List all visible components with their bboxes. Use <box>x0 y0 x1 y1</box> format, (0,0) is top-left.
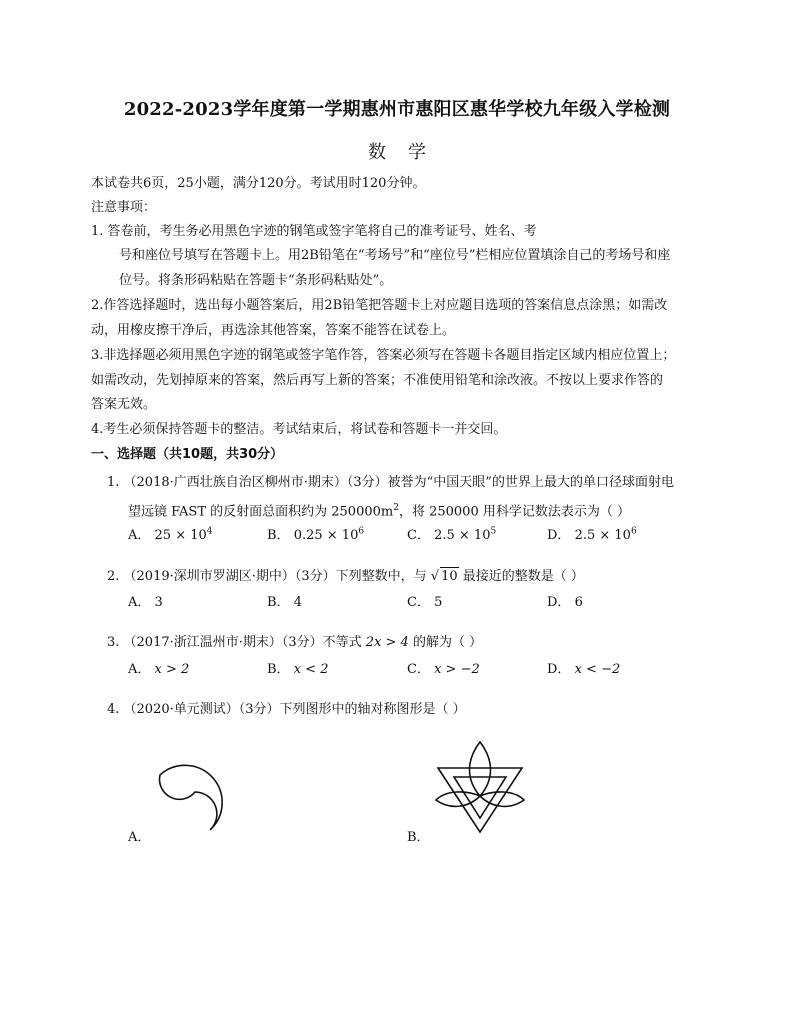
question-2-text-a: 2. （2019·深圳市罗湖区·期中）（3分）下列整数中，与 <box>107 569 427 584</box>
question-2-option-b[interactable] <box>267 591 302 610</box>
question-4-line: 4. （2020·单元测试）（3分）下列图形中的轴对称图形是（ ） <box>107 702 466 717</box>
note-1-line-3: 位号。将条形码粘贴在答题卡“条形码粘贴处”。 <box>119 273 393 288</box>
subject-title: 数学 <box>368 142 448 163</box>
section-1-heading: 一、选择题（共10题，共30分） <box>91 447 284 462</box>
question-2-line <box>107 567 584 586</box>
option-value: 2.5 × 10 <box>434 528 491 543</box>
question-2-option-a[interactable] <box>128 591 163 610</box>
option-label: C． <box>407 662 430 677</box>
comma-outline <box>160 765 223 830</box>
option-label: C． <box>407 595 430 610</box>
note-1-line-2: 号和座位号填写在答题卡上。用2B铅笔在“考场号”和“座位号”栏相应位置填涂自己的考场号和座 <box>119 248 671 263</box>
option-value: x < −2 <box>574 662 621 677</box>
question-1-option-a[interactable] <box>128 524 213 543</box>
option-exponent: 6 <box>358 526 365 537</box>
note-3-line-1: 3.非选择题必须用黑色字迹的钢笔或签字笔作答，答案必须写在答题卡各题目指定区域内相应位置上； <box>91 348 676 363</box>
option-value: 0.25 × 10 <box>293 528 359 543</box>
question-3-option-b[interactable] <box>267 658 328 677</box>
question-2-option-c[interactable] <box>407 591 442 610</box>
option-label: B． <box>267 662 290 677</box>
option-label: A． <box>128 528 151 543</box>
option-label: D． <box>547 528 571 543</box>
option-value: x > −2 <box>434 662 480 677</box>
option-label: B． <box>267 595 290 610</box>
sqrt-expression: √ 10 <box>430 569 458 584</box>
question-3-text-b: 的解为（ ） <box>412 635 483 650</box>
note-3-line-2: 如需改动，先划掉原来的答案，然后再写上新的答案；不准使用铅笔和涂改液。不按以上要求作答的 <box>91 373 664 388</box>
option-value: 6 <box>574 595 583 610</box>
question-3-expression: 2x > 4 <box>365 635 409 650</box>
question-1-option-c[interactable] <box>407 524 496 543</box>
question-3-line <box>107 634 482 652</box>
note-1-line-1: 1. 答卷前，考生务必用黑色字迹的钢笔或签字笔将自己的准考证号、姓名、考 <box>91 224 537 239</box>
note-2-line-1: 2.作答选择题时，选出每小题答案后，用2B铅笔把答题卡上对应题目选项的答案信息点涂黑；如需改 <box>91 298 668 313</box>
option-label: D． <box>547 595 571 610</box>
question-1-option-d[interactable] <box>547 524 637 543</box>
option-value: 2.5 × 10 <box>574 528 631 543</box>
option-value: 3 <box>154 595 163 610</box>
question-1-exponent: 2 <box>393 503 399 513</box>
note-2-line-2: 动，用橡皮擦干净后，再选涂其他答案，答案不能答在试卷上。 <box>91 323 456 338</box>
note-4-line-1: 4.考生必须保持答题卡的整洁。考试结束后，将试卷和答题卡一并交回。 <box>91 422 507 437</box>
option-exponent: 5 <box>490 526 497 537</box>
option-label: A． <box>128 662 151 677</box>
question-4-option-a-label[interactable]: A． <box>128 830 151 845</box>
option-label: B． <box>267 528 290 543</box>
option-label: D． <box>547 662 571 677</box>
option-label: A． <box>128 595 151 610</box>
option-value: 4 <box>293 595 302 610</box>
question-1-option-b[interactable] <box>267 524 364 543</box>
option-value: x < 2 <box>293 662 329 677</box>
option-value: x > 2 <box>154 662 190 677</box>
question-3-option-c[interactable] <box>407 658 480 677</box>
question-2-text-b: 最接近的整数是（ ） <box>462 569 584 584</box>
option-value: 5 <box>434 595 443 610</box>
option-exponent: 4 <box>206 526 213 537</box>
sqrt-radicand: 10 <box>441 569 458 584</box>
notes-heading: 注意事项： <box>91 200 157 215</box>
question-3-option-d[interactable] <box>547 658 620 677</box>
exam-title: 2022-2023学年度第一学期惠州市惠阳区惠华学校九年级入学检测 <box>123 99 671 120</box>
option-exponent: 6 <box>630 526 637 537</box>
question-1-line-1: 1. （2018·广西壮族自治区柳州市·期末）（3分）被誉为“中国天眼”的世界上最大的单口径球面射电 <box>107 475 674 490</box>
figure-b-triangle-petals[interactable] <box>432 738 528 834</box>
option-label: C． <box>407 528 430 543</box>
intro-text: 本试卷共6页，25小题，满分120分。考试用时120分钟。 <box>91 176 426 191</box>
option-value: 25 × 10 <box>154 528 207 543</box>
question-1-line-2 <box>128 499 630 521</box>
figure-a-comma-shape[interactable] <box>150 730 245 838</box>
question-3-option-a[interactable] <box>128 658 189 677</box>
question-1-text-a: 望远镜 FAST 的反射面总面积约为 250000m <box>128 504 394 520</box>
note-3-line-3: 答案无效。 <box>91 397 157 412</box>
question-1-text-b: ，将 250000 用科学记数法表示为（ ） <box>398 504 630 520</box>
triangle-petal-outline <box>436 742 524 832</box>
question-2-option-d[interactable] <box>547 591 583 610</box>
question-3-text-a: 3. （2017·浙江温州市·期末）（3分）不等式 <box>107 635 362 650</box>
question-4-option-b-label[interactable]: B． <box>407 830 430 845</box>
